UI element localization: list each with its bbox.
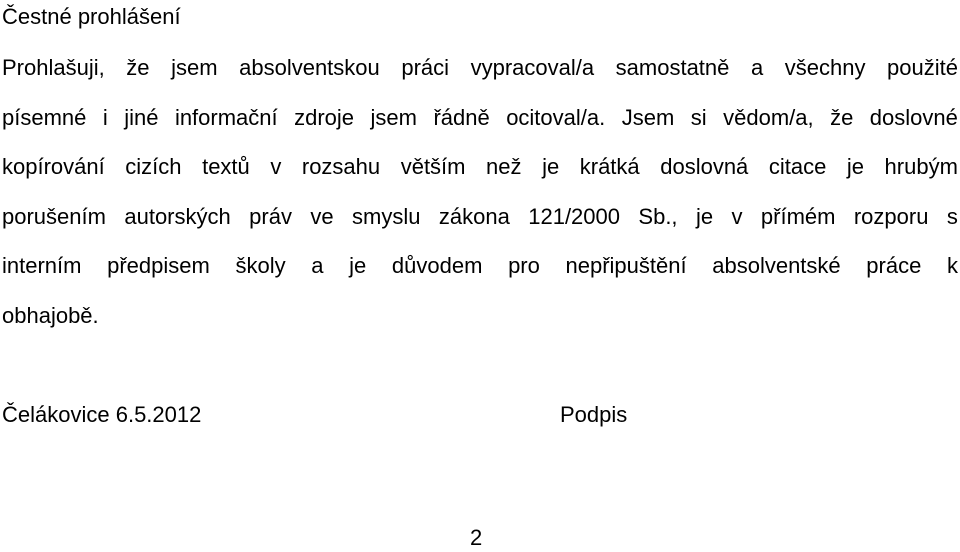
paragraph-word: cizích [125, 154, 182, 179]
paragraph-word: nepřipuštění [565, 253, 687, 278]
paragraph-word: písemné [2, 104, 87, 130]
paragraph-word: školy [235, 253, 286, 278]
paragraph-word: je [695, 203, 714, 229]
paragraph-word: práce [866, 253, 922, 278]
paragraph-word: práv [249, 203, 292, 229]
paragraph-word: použité [887, 55, 958, 80]
paragraph-word: a [311, 253, 324, 278]
paragraph-word: důvodem [391, 253, 483, 278]
paragraph-word: je [349, 253, 367, 278]
paragraph-word: doslovná [660, 154, 749, 179]
paragraph-word: si [690, 104, 707, 130]
paragraph-word: v [731, 203, 743, 229]
paragraph-word: vědom/a, [723, 104, 814, 130]
declaration-paragraph [2, 50, 958, 347]
paragraph-word: rozporu [853, 203, 929, 229]
paragraph-word: krátká [579, 154, 640, 179]
paragraph-line-last: obhajobě. [2, 302, 99, 328]
paragraph-word: i [102, 104, 108, 130]
paragraph-line [2, 199, 958, 249]
paragraph-word: přímém [760, 203, 836, 229]
signature-label: Podpis [560, 402, 628, 427]
paragraph-word: hrubým [884, 154, 958, 179]
place-and-date: Čelákovice 6.5.2012 [2, 402, 202, 427]
paragraph-line [2, 50, 958, 100]
paragraph-line [2, 248, 958, 298]
paragraph-word: pro [508, 253, 540, 278]
paragraph-word: jsem [370, 104, 417, 130]
paragraph-word: autorských [124, 203, 231, 229]
paragraph-word: větším [400, 154, 466, 179]
paragraph-word: než [486, 154, 522, 179]
document-heading: Čestné prohlášení [2, 4, 181, 29]
paragraph-word: porušením [2, 203, 106, 229]
paragraph-word: řádně [433, 104, 490, 130]
paragraph-word: rozsahu [301, 154, 381, 179]
paragraph-word: absolventskou [239, 55, 380, 80]
paragraph-word: k [946, 253, 958, 278]
paragraph-line [2, 149, 958, 199]
paragraph-word: vypracoval/a [470, 55, 595, 80]
paragraph-word: je [542, 154, 560, 179]
paragraph-word: že [830, 104, 854, 130]
paragraph-word: a [750, 55, 764, 80]
paragraph-word: ocitoval/a. [506, 104, 606, 130]
paragraph-word: zdroje [294, 104, 355, 130]
paragraph-word: citace [768, 154, 827, 179]
paragraph-word: Prohlašuji, [2, 55, 105, 80]
paragraph-word: 121/2000 [528, 203, 620, 229]
paragraph-line [2, 100, 958, 150]
paragraph-word: doslovné [869, 104, 958, 130]
page-number: 2 [470, 525, 483, 550]
paragraph-word: jsem [171, 55, 218, 80]
paragraph-word: textů [202, 154, 250, 179]
paragraph-word: všechny [784, 55, 866, 80]
paragraph-word: samostatně [615, 55, 730, 80]
paragraph-word: Jsem [621, 104, 675, 130]
paragraph-word: jiné [124, 104, 159, 130]
paragraph-word: zákona [438, 203, 510, 229]
paragraph-word: smyslu [352, 203, 421, 229]
paragraph-word: informační [174, 104, 278, 130]
paragraph-word: práci [401, 55, 450, 80]
paragraph-word: je [846, 154, 864, 179]
paragraph-word: ve [310, 203, 334, 229]
paragraph-word: předpisem [107, 253, 210, 278]
paragraph-word: že [126, 55, 150, 80]
paragraph-word: absolventské [712, 253, 841, 278]
paragraph-word: kopírování [2, 154, 105, 179]
paragraph-word: Sb., [638, 203, 678, 229]
paragraph-word: s [946, 203, 958, 229]
paragraph-word: v [270, 154, 282, 179]
paragraph-word: interním [2, 253, 82, 278]
